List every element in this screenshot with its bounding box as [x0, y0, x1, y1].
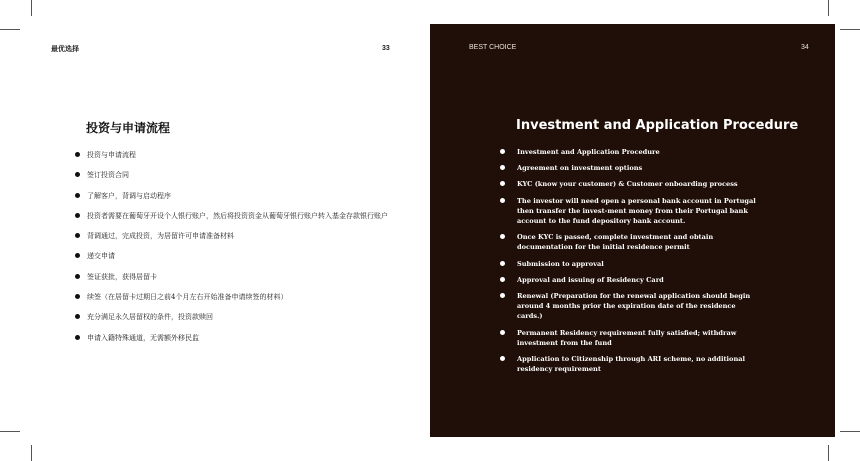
list-item: Application to Citizenship through ARI scheme, no additional residency requirement — [500, 354, 762, 374]
crop-mark — [840, 431, 860, 432]
list-item: Investment and Application Procedure — [500, 147, 762, 157]
bullet-icon — [75, 253, 80, 258]
bullet-icon — [75, 152, 80, 157]
list-item: Renewal (Preparation for the renewal application should begin around 4 months prior the expiration date of the residence cards.) — [500, 291, 762, 322]
list-item: 续签（在居留卡过期日之前4个月左右开始准备申请续签的材料） — [75, 291, 415, 311]
right-header-label: BEST CHOICE — [469, 44, 517, 51]
left-page-title: 投资与申请流程 — [86, 121, 171, 135]
bullet-icon — [75, 274, 80, 279]
list-item: The investor will need open a personal bank account in Portugal then transfer the invest-ment money from their Portugal bank account to the fund depository bank account. — [500, 196, 762, 227]
bullet-icon — [75, 213, 80, 218]
list-item: Approval and issuing of Residency Card — [500, 275, 762, 285]
bullet-icon — [500, 277, 505, 282]
bullet-icon — [500, 181, 505, 186]
bullet-icon — [75, 314, 80, 319]
right-page-number: 34 — [801, 44, 809, 51]
bullet-icon — [500, 293, 505, 298]
bullet-icon — [500, 330, 505, 335]
right-page-title: Investment and Application Procedure — [516, 118, 799, 133]
list-item: Once KYC is passed, complete investment and obtain documentation for the initial residence permit — [500, 232, 762, 252]
list-item: Permanent Residency requirement fully satisfied; withdraw investment from the fund — [500, 328, 762, 348]
bullet-icon — [75, 172, 80, 177]
list-item: 签订投资合同 — [75, 169, 415, 189]
right-procedure-list — [500, 147, 762, 380]
list-item: 了解客户，背调与启动程序 — [75, 190, 415, 210]
right-page — [430, 24, 835, 437]
list-item: 申请入籍特殊通道，无需额外移民监 — [75, 332, 415, 352]
bullet-icon — [75, 233, 80, 238]
list-item: 充分满足永久居留权的条件，投资款赎回 — [75, 311, 415, 331]
left-page-number: 33 — [382, 45, 390, 52]
bullet-icon — [500, 356, 505, 361]
list-item: 递交申请 — [75, 250, 415, 270]
left-header-label: 最优选择 — [51, 45, 79, 53]
list-item: KYC (know your customer) & Customer onboarding process — [500, 179, 762, 189]
list-item: Agreement on investment options — [500, 163, 762, 173]
list-item: 投资与申请流程 — [75, 149, 415, 169]
bullet-icon — [500, 149, 505, 154]
crop-mark — [828, 445, 829, 461]
bullet-icon — [75, 294, 80, 299]
bullet-icon — [500, 198, 505, 203]
bullet-icon — [75, 193, 80, 198]
list-item: 背调通过，完成投资，为居留许可申请准备材料 — [75, 230, 415, 250]
bullet-icon — [500, 261, 505, 266]
crop-mark — [840, 29, 860, 30]
crop-mark — [828, 0, 829, 16]
bullet-icon — [500, 234, 505, 239]
left-procedure-list — [75, 149, 415, 352]
bullet-icon — [500, 165, 505, 170]
bullet-icon — [75, 335, 80, 340]
list-item: 签证获批，获得居留卡 — [75, 271, 415, 291]
list-item: Submission to approval — [500, 259, 762, 269]
list-item: 投资者需要在葡萄牙开设个人银行账户，然后将投资资金从葡萄牙银行账户转入基金存款银行账户 — [75, 210, 415, 230]
